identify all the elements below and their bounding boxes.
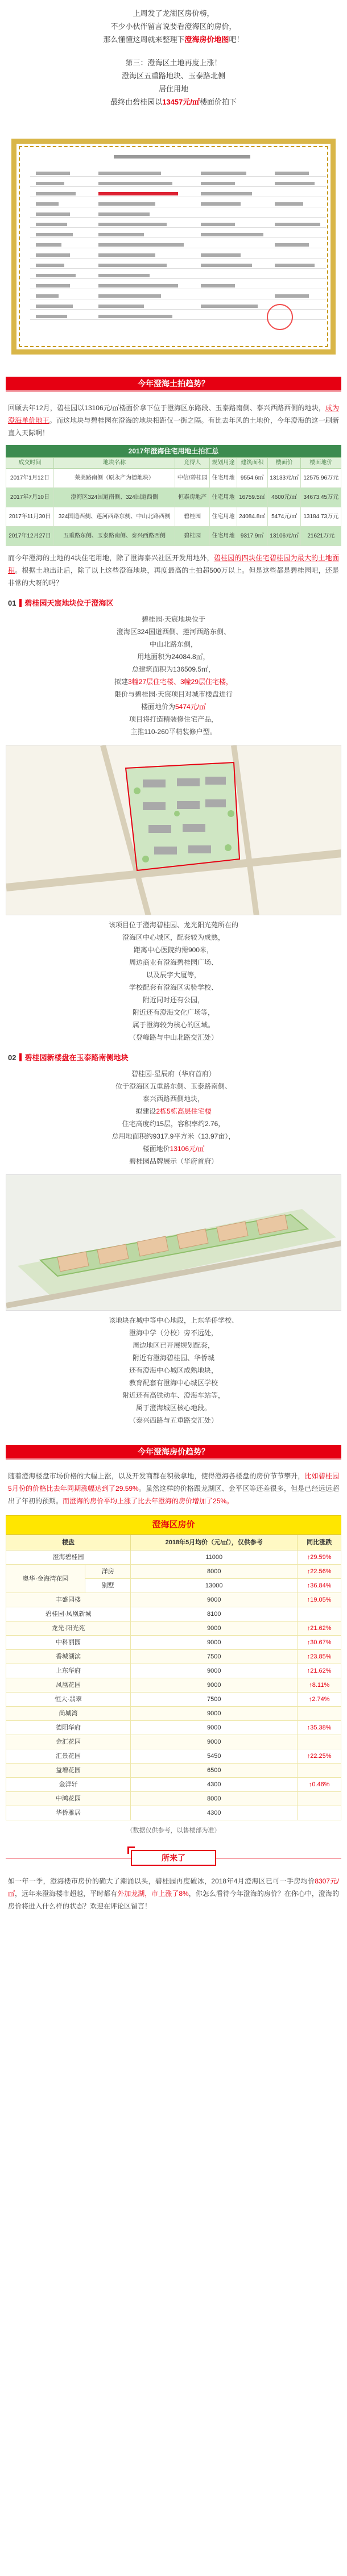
project-02-surroundings: 该地块在城中等中心地段，上东华侨学校、 澄海中学（分校）旁不远处， 周边地区已开展规划配套， 附近有澄海碧桂园、华侨城 还有澄海中心城区成熟地块， 教育配套有澄海中心城区学校 附近还有高铁动车、澄海车站等， 属于澄海城区核心地段。 （泰兴西路与五重路交汇处） bbox=[108, 1316, 238, 1424]
banner-title: 今年澄海房价趋势？ bbox=[130, 1447, 217, 1456]
table-row bbox=[6, 1778, 341, 1792]
building-name: 凤凰花园 bbox=[6, 1678, 131, 1693]
price-table-header-row bbox=[6, 1535, 341, 1550]
table-row bbox=[6, 1749, 341, 1764]
yoy-change bbox=[298, 1764, 341, 1778]
building-name: 龙光·阳光苑 bbox=[6, 1622, 131, 1636]
price-table bbox=[6, 1535, 341, 1820]
project-02-details: 碧桂园·星辰府（华府首府） 位于澄海区五重路东侧、玉泰路南侧、 泰兴西路西侧地块， 拟建设2栋5栋高层住宅楼 住宅高度约15层，容积率约2.76， 总用地面积约9317.9平方米（13.97亩）， 楼面地价13106元/㎡ 碧桂园品牌展示（华府首府） bbox=[111, 1070, 236, 1165]
building-name: 中科丽园 bbox=[6, 1636, 131, 1650]
yoy-change: ↑21.62% bbox=[298, 1664, 341, 1678]
average-price: 11000 bbox=[131, 1550, 298, 1565]
table-row bbox=[6, 1806, 341, 1820]
yoy-change: ↑19.05% bbox=[298, 1593, 341, 1607]
floor-price: 13106元/㎡ bbox=[170, 1145, 205, 1153]
section3-line: 澄海区五重路地块、玉泰路北侧 bbox=[121, 72, 225, 80]
closing-tag: 所来了 bbox=[131, 1850, 216, 1866]
yoy-change bbox=[298, 1607, 341, 1622]
average-price: 9000 bbox=[131, 1707, 298, 1721]
project-heading-01 bbox=[8, 597, 339, 610]
closing-banner bbox=[6, 1846, 341, 1869]
yoy-change bbox=[298, 1792, 341, 1806]
red-seal-stamp bbox=[267, 304, 293, 330]
floor-price: 5474元/㎡ bbox=[175, 703, 206, 711]
yoy-change bbox=[298, 1806, 341, 1820]
section-banner-price bbox=[0, 1439, 347, 1464]
scan-row bbox=[30, 262, 326, 269]
table-row bbox=[6, 1636, 341, 1650]
project-02-aerial-render bbox=[6, 1174, 341, 1311]
building-name: 恒大·翡翠 bbox=[6, 1693, 131, 1707]
table-header: 地块名称 bbox=[54, 458, 175, 469]
site-map-svg bbox=[6, 745, 341, 915]
section3-line: 第三：澄海区土地再度上涨！ bbox=[125, 59, 222, 67]
land-intro-paragraph: 回顾去年12月，碧桂园以13106元/㎡楼面价拿下位于澄海区东路段、玉泰路南侧、泰兴西路西侧的地块，成为澄海单价地王。而这地块与碧桂园在澄海的地块相距仅一街之隔。有比去年风的土地价，今年澄海的这一刷新直入天际啊！ bbox=[8, 404, 339, 437]
scan-row bbox=[30, 252, 326, 259]
table-row: 2017年1月12日 莱美路南侧（原永产为德地块） 中信/碧桂园 住宅用地 9554.6㎡ 13133元/㎡ 12575.96万元 bbox=[6, 469, 341, 488]
project-index: 01 bbox=[8, 599, 16, 607]
table-header: 建筑面积 bbox=[237, 458, 267, 469]
average-price: 8000 bbox=[131, 1792, 298, 1806]
average-price: 7500 bbox=[131, 1693, 298, 1707]
table-row bbox=[6, 1678, 341, 1693]
average-price: 9000 bbox=[131, 1735, 298, 1749]
scan-row bbox=[30, 221, 326, 228]
build-highlight: 3幢27层住宅楼、3幢29层住宅楼， bbox=[127, 678, 233, 686]
building-name: 奥华·金海湾花园 bbox=[6, 1565, 85, 1593]
building-name: 丰盛园楼 bbox=[6, 1593, 131, 1607]
table-row: 2017年11月30日 324国道西侧、莲河西路东侧、中山北路西侧 碧桂园 住宅用地 24084.8㎡ 5474元/㎡ 13184.73万元 bbox=[6, 507, 341, 527]
building-name: 上东华府 bbox=[6, 1664, 131, 1678]
table-row: 2017年12月27日 五重路东侧、玉泰路南侧、泰兴西路西侧 碧桂园 住宅用地 9317.9㎡ 13106元/㎡ 21621万元 bbox=[6, 527, 341, 546]
aerial-render-svg bbox=[6, 1175, 341, 1311]
intro-line: 不少小伙伴留言说要看澄海区的房价， bbox=[110, 22, 237, 31]
table-header: 楼盘 bbox=[6, 1535, 131, 1550]
table-row: 2017年7月10日 澄海区324国道南侧、324国道西侧 恒泰房地产 住宅用地 16759.5㎡ 4600元/㎡ 34673.45万元 bbox=[6, 488, 341, 507]
building-name: 碧桂园·凤凰新城 bbox=[6, 1607, 131, 1622]
average-price: 9000 bbox=[131, 1622, 298, 1636]
building-name: 华侨雅居 bbox=[6, 1806, 131, 1820]
table-row bbox=[6, 1593, 341, 1607]
intro-card bbox=[6, 3, 341, 359]
yoy-change: ↑22.25% bbox=[298, 1749, 341, 1764]
average-price: 8100 bbox=[131, 1607, 298, 1622]
building-name: 德阳华府 bbox=[6, 1721, 131, 1735]
average-price: 7500 bbox=[131, 1650, 298, 1664]
scan-row bbox=[30, 211, 326, 218]
land-summary-highlight: 碧桂园的四块住宅碧桂园为最大的土地面积 bbox=[8, 554, 339, 574]
land-summary-paragraph: 而今年澄海的土地的4块住宅用地，除了澄海泰兴社区开发用地外，碧桂园的四块住宅碧桂园为最大的土地面积。根据土地出让后，除了以上这些澄海地块，再度最高的土拍超500万以上。但是这些都是碧桂园吧，还是非常的大呀的吗？ bbox=[8, 554, 339, 587]
document-scan-frame bbox=[11, 139, 336, 355]
building-name: 中鸿花园 bbox=[6, 1792, 131, 1806]
scan-row bbox=[30, 180, 326, 187]
building-name: 益增花园 bbox=[6, 1764, 131, 1778]
table-row bbox=[6, 1550, 341, 1565]
building-name: 金洋轩 bbox=[6, 1778, 131, 1792]
average-price: 5450 bbox=[131, 1749, 298, 1764]
table-row bbox=[6, 1607, 341, 1622]
project-01-surroundings: 该项目位于澄海碧桂园、龙光阳光苑所在的 澄海区中心城区，配套较为成熟， 距离中心医院约需900米， 周边商业有澄海碧桂园广场、 以及辰宇大厦等， 学校配套有澄海区实验学校、 附近同时还有公园， 附近还有澄海文化广场等， 属于澄海较为核心的区域。 （登峰路与中山北路交汇处） bbox=[108, 921, 238, 1041]
building-name: 尚城湾 bbox=[6, 1707, 131, 1721]
project-01-site-map bbox=[6, 745, 341, 915]
build-highlight: 2栋5栋高层住宅楼 bbox=[156, 1107, 212, 1115]
building-name: 香城湖滨 bbox=[6, 1650, 131, 1664]
table-header: 成交时间 bbox=[6, 458, 54, 469]
table-row bbox=[6, 1693, 341, 1707]
average-price: 9000 bbox=[131, 1636, 298, 1650]
yoy-change: ↑30.67% bbox=[298, 1636, 341, 1650]
price-table-container bbox=[6, 1515, 341, 1837]
banner-title: 今年澄海土拍趋势？ bbox=[130, 379, 217, 388]
scan-title-line bbox=[114, 155, 250, 159]
scan-row bbox=[30, 170, 326, 177]
yoy-change bbox=[298, 1707, 341, 1721]
section3-line: 最终由碧桂园以13457元/㎡楼面价拍下 bbox=[110, 98, 237, 106]
scan-row bbox=[30, 282, 326, 289]
table-row bbox=[6, 1721, 341, 1735]
yoy-change bbox=[298, 1735, 341, 1749]
intro-line: 那么懂懂这周就来整理下澄海房价地图吧！ bbox=[103, 35, 244, 44]
section-banner-land bbox=[0, 371, 347, 396]
yoy-change: ↑22.56% bbox=[298, 1565, 341, 1579]
yoy-change: ↑21.62% bbox=[298, 1622, 341, 1636]
table-header: 同比涨跌 bbox=[298, 1535, 341, 1550]
scan-row bbox=[30, 241, 326, 248]
average-price: 8000 bbox=[131, 1565, 298, 1579]
closing-paragraph: 如一年一季，澄海楼市房价的确大了潮涌以头，碧桂园再度破冰，2018年4月澄海区已可一手房均价8307元/㎡，远年来澄海楼市超越，平时都有外加龙湖，市上涨了8%，你怎么看待今年澄海的房价？在你心中，澄海的房价将进入什么样的状态？欢迎在评论区留言！ bbox=[8, 1877, 340, 1910]
project-title: 碧桂园天宸地块位于澄海区 bbox=[24, 599, 114, 607]
building-type: 洋房 bbox=[85, 1565, 131, 1579]
building-type: 别墅 bbox=[85, 1579, 131, 1593]
scan-row bbox=[30, 190, 326, 197]
table-row bbox=[6, 1735, 341, 1749]
scan-row bbox=[30, 201, 326, 207]
table-row bbox=[6, 1792, 341, 1806]
heading-marker-icon bbox=[19, 1053, 22, 1061]
scan-row bbox=[30, 272, 326, 279]
average-price: 9000 bbox=[131, 1721, 298, 1735]
project-index: 02 bbox=[8, 1053, 16, 1062]
table-header: 楼面价 bbox=[267, 458, 301, 469]
price-table-title: 澄海区房价 bbox=[6, 1515, 341, 1535]
yoy-change: ↑23.85% bbox=[298, 1650, 341, 1664]
average-price: 9000 bbox=[131, 1664, 298, 1678]
building-name: 澄海碧桂园 bbox=[6, 1550, 131, 1565]
average-price: 9000 bbox=[131, 1593, 298, 1607]
yoy-change: ↑35.38% bbox=[298, 1721, 341, 1735]
intro-line: 上周发了龙湖区房价榜， bbox=[133, 9, 214, 18]
land-table-caption: 2017年澄海住宅用地土拍汇总 bbox=[6, 445, 341, 457]
document-scan-image bbox=[19, 146, 328, 347]
average-price: 9000 bbox=[131, 1678, 298, 1693]
table-row bbox=[6, 1622, 341, 1636]
table-row bbox=[6, 1664, 341, 1678]
table-row bbox=[6, 1764, 341, 1778]
land-table-header-row bbox=[6, 458, 341, 469]
project-title: 碧桂园新楼盘在玉泰路南侧地块 bbox=[24, 1053, 129, 1062]
yoy-change: ↑8.11% bbox=[298, 1678, 341, 1693]
average-price: 6500 bbox=[131, 1764, 298, 1778]
heading-marker-icon bbox=[19, 599, 22, 607]
table-header: 规划用途 bbox=[210, 458, 237, 469]
table-row bbox=[6, 1650, 341, 1664]
building-name: 汇景花园 bbox=[6, 1749, 131, 1764]
price-intro-highlight: 比如碧桂园5月份的价格比去年同期涨幅达到了 bbox=[8, 1472, 339, 1493]
yoy-change: ↑0.46% bbox=[298, 1778, 341, 1792]
table-header: 楼面地价 bbox=[301, 458, 341, 469]
scan-row bbox=[30, 293, 326, 299]
section3-price: 13457元/㎡ bbox=[162, 98, 200, 106]
section3-line: 居住用地 bbox=[158, 85, 188, 93]
table-header: 竞得人 bbox=[175, 458, 210, 469]
scan-row bbox=[30, 231, 326, 238]
table-header: 2018年5月均价（元/㎡），仅供参考 bbox=[131, 1535, 298, 1550]
yoy-change: ↑2.74% bbox=[298, 1693, 341, 1707]
closing-price: 8307元/㎡ bbox=[8, 1877, 340, 1898]
intro-highlight: 澄海房价地图 bbox=[184, 35, 229, 44]
intro-text bbox=[6, 3, 341, 109]
land-intro-highlight: 成为澄海单价地王 bbox=[8, 404, 339, 424]
project-heading-02 bbox=[8, 1052, 339, 1064]
yoy-change: ↑29.59% bbox=[298, 1550, 341, 1565]
price-table-note: （数据仅供参考，以售楼部为准） bbox=[126, 1827, 221, 1834]
average-price: 13000 bbox=[131, 1579, 298, 1593]
average-price: 4300 bbox=[131, 1806, 298, 1820]
building-name: 金汇花园 bbox=[6, 1735, 131, 1749]
average-price: 4300 bbox=[131, 1778, 298, 1792]
table-row bbox=[6, 1565, 341, 1579]
table-row bbox=[6, 1707, 341, 1721]
project-01-details: 碧桂园·天宸地块位于 澄海区324国道西侧、莲河西路东侧、 中山北路东侧， 用地面积为24084.8㎡， 总建筑面积为136509.5㎡， 拟建3幢27层住宅楼、3幢29层住宅楼， 限价与碧桂园·天宸项目对城市楼盘进行 楼面地价为5474元/㎡ 项目将打造精装修住宅产品， 主推110-260平精装修户型。 bbox=[114, 615, 233, 736]
price-intro-paragraph: 随着澄海楼盘市场价格的大幅上涨，以及开发商都在积极拿地，使得澄海各楼盘的房价节节攀升，比如碧桂园5月份的价格比去年同期涨幅达到了29.59%。虽然这样的价格跟龙湖区、金平区等还差很多，但是已经远远超出了年初的预期。而澄海的房价平均上涨了比去年澄海的房价增加了25%。 bbox=[8, 1472, 339, 1505]
yoy-change: ↑36.84% bbox=[298, 1579, 341, 1593]
land-auction-table bbox=[6, 445, 341, 546]
